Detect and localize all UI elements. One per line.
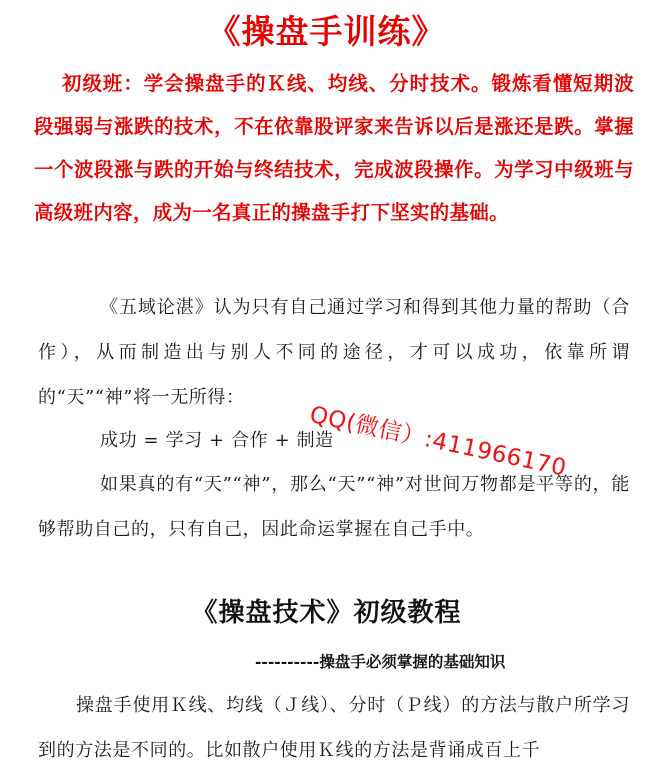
section-subtitle: ----------操盘手必须掌握的基础知识 (255, 652, 506, 671)
body-paragraph-1: 《五域论湛》认为只有自己通过学习和得到其他力量的帮助（合作），从而制造出与别人不同的途径，才可以成功，依靠所谓的“天”“神”将一无所得： (38, 297, 630, 408)
section-title: 《操盘技术》初级教程 (191, 598, 462, 628)
section-paragraph: 操盘手使用Ｋ线、均线（Ｊ线）、分时（Ｐ线）的方法与散户所学习到的方法是不同的。比如散户使用Ｋ线的方法是背诵成百上千 (38, 695, 630, 761)
body-paragraph-3: 如果真的有“天”“神”，那么“天”“神”对世间万物都是平等的，能够帮助自己的，只有自己，因此命运掌握在自己手中。 (38, 474, 630, 540)
course-intro-paragraph: 初级班：学会操盘手的Ｋ线、均线、分时技术。锻炼看懂短期波段强弱与涨跌的技术，不在依靠股评家来告诉以后是涨还是跌。掌握一个波段涨与跌的开始与终结技术，完成波段操作。为学习中级班与高级班内容，成为一名真正的操盘手打下坚实的基础。 (34, 72, 634, 224)
contact-watermark: QQ(微信）:411966170 (307, 401, 569, 482)
document-title: 《操盘手训练》 (207, 12, 446, 51)
success-formula: 成功 = 学习 + 合作 + 制造 (100, 430, 334, 451)
